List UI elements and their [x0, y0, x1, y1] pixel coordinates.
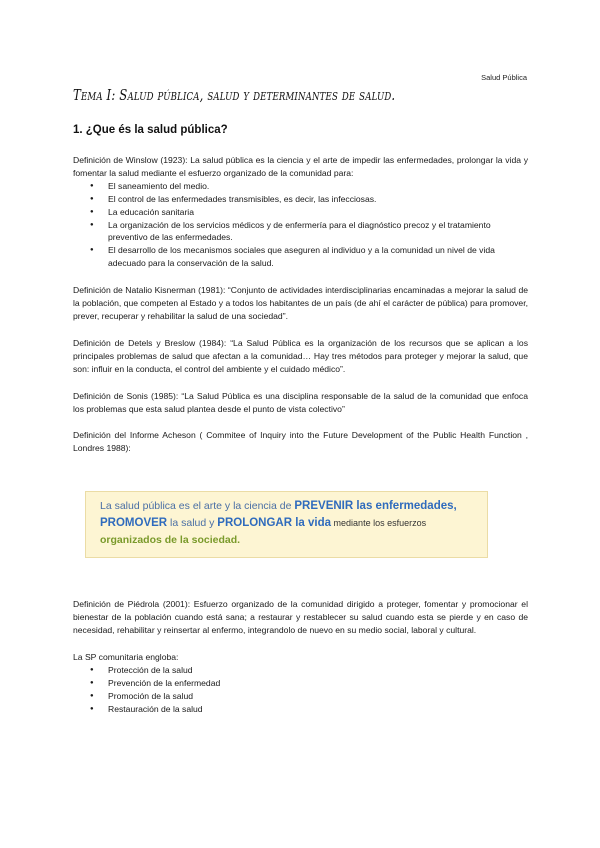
- list-item: ● La educación sanitaria: [108, 206, 528, 219]
- quote-text: mediante los esfuerzos: [331, 518, 427, 529]
- list-item: ● Promoción de la salud: [108, 690, 528, 703]
- quote-emphasis: PROLONGAR la vida: [217, 517, 332, 530]
- list-item: ● Restauración de la salud: [108, 703, 528, 716]
- winslow-definition: Definición de Winslow (1923): La salud pública es la ciencia y el arte de impedir las enfermedades, prolongar la vida y fomentar la salud mediante el esfuerzo organizado de la comunidad para:: [73, 155, 528, 178]
- sonis-definition: Definición de Sonis (1985): “La Salud Pública es una disciplina responsable de la salud de la comunidad que enfoca los problemas que esta salud plantea desde el punto de vista colectivo”: [73, 390, 528, 414]
- running-header: Salud Pública: [481, 73, 527, 82]
- quote-emphasis: PREVENIR las enfermedades,: [294, 500, 457, 513]
- quote-text: la salud y: [167, 517, 218, 530]
- quote-emphasis: PROMOVER: [100, 517, 168, 530]
- list-item: ● El saneamiento del medio.: [108, 180, 528, 193]
- quote-emphasis: organizados de la sociedad.: [100, 534, 241, 547]
- acheson-definition: Definición del Informe Acheson ( Commitee of Inquiry into the Future Development of the Public Health Function , Londres 1988):: [73, 430, 528, 454]
- kisnerman-definition: Definición de Natalio Kisnerman (1981): “Conjunto de actividades interdisciplinarias encaminadas a mejorar la salud de la población, que competen al Estado y a todos los habitantes de un país (de ahí el carácter de pública) para promover, prever, recuperar y rehabilitar la salud de una sociedad”.: [73, 285, 528, 321]
- acheson-quote-box: [85, 491, 488, 558]
- section-heading: 1. ¿Que és la salud pública?: [73, 124, 228, 136]
- quote-text: La salud pública es el arte y la ciencia de: [100, 500, 295, 513]
- detels-definition: Definición de Detels y Breslow (1984): “La Salud Pública es la organización de los recursos que se aplican a los principales problemas de salud que afectan a la comunidad… Hay tres métodos para proteger y mejorar la salud, que son: influir en la conducta, el control del ambiente y el cuidado médico”.: [73, 337, 528, 374]
- list-item: ● El desarrollo de los mecanismos sociales que aseguren al individuo y a la comunidad un nivel de vida adecuado para la conservación de la salud.: [108, 244, 528, 270]
- list-item: ● Prevención de la enfermedad: [108, 677, 528, 690]
- document-body: [73, 154, 528, 715]
- comunitaria-intro: La SP comunitaria engloba:: [73, 651, 179, 662]
- list-item: ● La organización de los servicios médicos y de enfermería para el diagnóstico precoz y el tratamiento preventivo de las enfermedades.: [108, 219, 528, 245]
- list-item: ● Protección de la salud: [108, 664, 528, 677]
- list-item: ● El control de las enfermedades transmisibles, es decir, las infecciosas.: [108, 193, 528, 206]
- comunitaria-list: [73, 664, 528, 716]
- piedrola-definition: Definición de Piédrola (2001): Esfuerzo organizado de la comunidad dirigido a proteger, fomentar y promocionar el bienestar de la población cuando está sana; a restaurar y restablecer su salud cuando esta se pierde y en caso de necesidad, rehabilitar y reinsertar al enfermo, integrandolo de nuevo en su medio social, laboral y cultural.: [73, 599, 528, 636]
- winslow-list: [73, 180, 528, 270]
- document-title: Tema I: Salud pública, salud y determinantes de salud.: [73, 86, 396, 104]
